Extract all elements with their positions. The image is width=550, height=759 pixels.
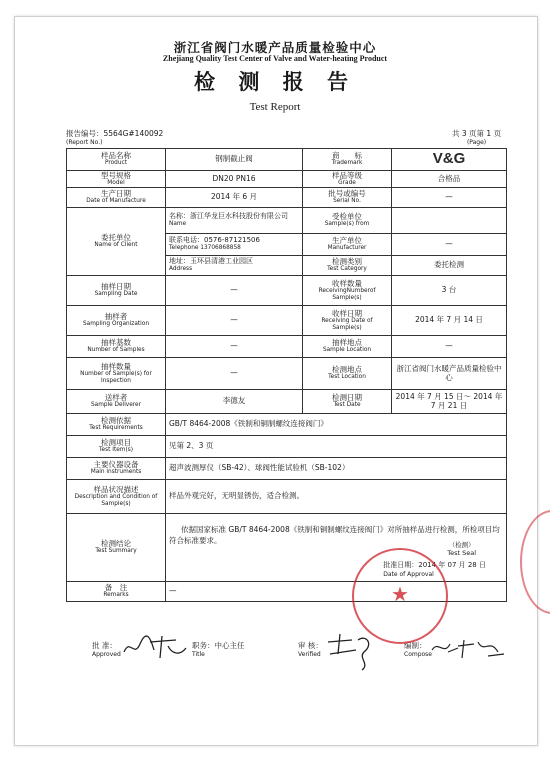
organization-name-en: Zhejiang Quality Test Center of Valve and Water-heating Product	[162, 54, 388, 63]
table-row: 抽样数量 Number of Sample(s) for Inspection — 检测地点 Test Location 浙江省阀门水暖产品质量检验中心	[67, 358, 507, 390]
table-row: 样品名称 Product 钢制截止阀 商 标 Trademark V&G	[67, 149, 507, 171]
report-table	[66, 148, 507, 602]
table-row: 检测结论 Test Summary 依据国家标准 GB/T 8464-2008《铁制和铜制螺纹连接阀门》对所抽样品进行检测，所检项目均符合标准要求。 （检测） Test Seal 批准日期：2014 年 07 月 28 日 Date of Approval	[67, 514, 507, 582]
report-title-en: Test Report	[249, 101, 301, 113]
approval-date: 批准日期：2014 年 07 月 28 日 Date of Approval	[383, 561, 486, 578]
table-row: 检测依据 Test Requirements GB/T 8464-2008《铁制和铜制螺纹连接阀门》	[67, 414, 507, 436]
title-label: 职务：中心主任 Title	[192, 641, 245, 658]
page-count: 共 3 页第 1 页 (Page)	[452, 129, 502, 146]
approver-signature	[120, 632, 190, 662]
report-number-value: 5564G#140092	[103, 129, 164, 138]
table-row: 检测项目 Test Item(s) 见第 2、3 页	[67, 436, 507, 458]
verified-label: 审 核： Verified	[298, 641, 323, 658]
table-row: 联系电话：0576-87121506 Telephone 13706868858 生产单位 Manufacturer —	[67, 234, 507, 256]
approved-label: 批 准： Approved	[92, 641, 121, 658]
seal-caption: （检测） Test Seal	[447, 541, 476, 557]
table-row: 主要仪器设备 Main instruments 超声波测厚仪（SB-42）、球阀性能试验机（SB-102）	[67, 458, 507, 480]
table-row: 生产日期 Date of Manufacture 2014 年 6 月 批号或编号 Serial No. —	[67, 188, 507, 208]
organization-name: 浙江省阀门水暖产品质量检验中心	[173, 40, 377, 55]
table-row: 备 注 Remarks —	[67, 582, 507, 602]
report-number: 报告编号：5564G#140092 (Report No.)	[66, 129, 164, 146]
table-row: 地址：玉环县清港工业园区 Address 检测类别 Test Category 委托检测	[67, 256, 507, 276]
table-row: 抽样者 Sampling Organization — 收样日期 Receiving Date of Sample(s) 2014 年 7 月 14 日	[67, 306, 507, 336]
table-row: 抽样基数 Number of Samples — 抽样地点 Sample Location —	[67, 336, 507, 358]
table-row: 样品状况描述 Description and Condition of Sample(s) 样品外观完好，无明显锈伤，适合检测。	[67, 480, 507, 514]
report-title: 检 测 报 告	[194, 69, 356, 94]
table-row: 型号规格 Model DN20 PN16 样品等级 Grade 合格品	[67, 171, 507, 188]
table-row: 送样者 Sample Deliverer 李德友 检测日期 Test Date 2014 年 7 月 15 日～ 2014 年 7 月 21 日	[67, 390, 507, 414]
trademark-logo: V&G	[432, 150, 466, 168]
product-value: 钢制截止阀	[166, 149, 303, 171]
table-row: 委托单位 Name of Client 名称：浙江华龙巨水科技股份有限公司 Name 受检单位 Sample(s) from	[67, 208, 507, 234]
inspection-seal-stamp: ★	[352, 548, 448, 644]
compose-label: 编制： Compose	[404, 641, 433, 658]
table-row: 抽样日期 Sampling Date — 收样数量 ReceivingNumberof Sample(s) 3 台	[67, 276, 507, 306]
conclusion-text: 依据国家标准 GB/T 8464-2008《铁制和铜制螺纹连接阀门》对所抽样品进行检测，所检项目均符合标准要求。	[169, 524, 500, 545]
composer-signature	[428, 634, 508, 662]
